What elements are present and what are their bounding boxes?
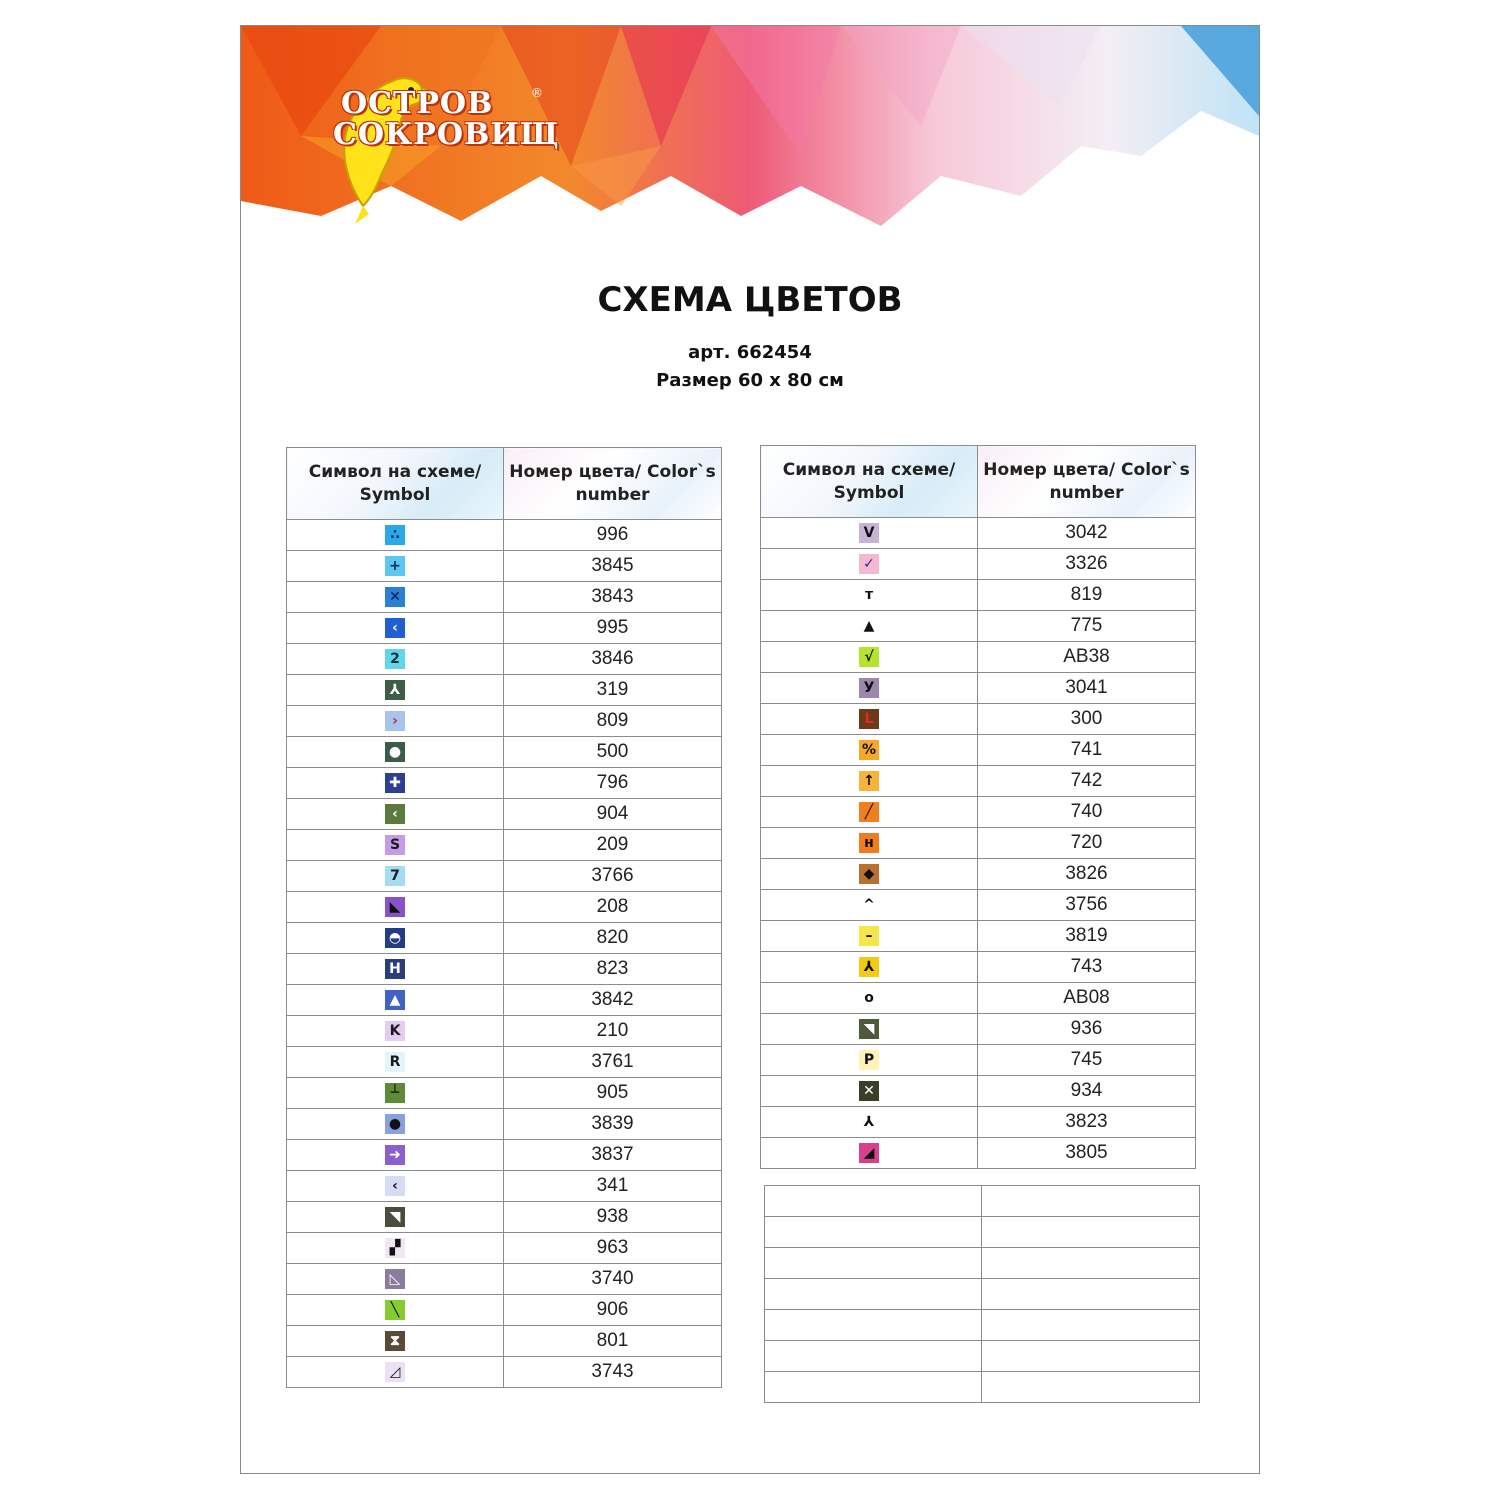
color-number: 3326 [978, 549, 1196, 580]
symbol-swatch: ➜ [385, 1145, 405, 1165]
symbol-swatch: ‹ [385, 618, 405, 638]
color-table-left [286, 447, 722, 1388]
symbol-cell [761, 921, 978, 952]
color-number: 823 [504, 954, 722, 985]
empty-cell [765, 1217, 982, 1248]
color-number: 720 [978, 828, 1196, 859]
color-number: 938 [504, 1202, 722, 1233]
color-number: 500 [504, 737, 722, 768]
table-row [761, 1045, 1196, 1076]
symbol-swatch: ◿ [385, 1362, 405, 1382]
color-number: 209 [504, 830, 722, 861]
symbol-swatch: У [859, 678, 879, 698]
symbol-swatch: ╲ [385, 1300, 405, 1320]
symbol-cell [287, 675, 504, 706]
color-number: 3761 [504, 1047, 722, 1078]
symbol-cell [287, 985, 504, 1016]
symbol-swatch: % [859, 740, 879, 760]
color-number: 3766 [504, 861, 722, 892]
brand-line-2: СОКРОВИЩ [333, 117, 560, 152]
symbol-cell [761, 704, 978, 735]
symbol-cell [287, 706, 504, 737]
table-row [287, 768, 722, 799]
symbol-cell [287, 1047, 504, 1078]
table-row [287, 923, 722, 954]
symbol-swatch: ◥ [385, 1207, 405, 1227]
color-number: 300 [978, 704, 1196, 735]
symbol-swatch: ◣ [385, 897, 405, 917]
color-number: 3743 [504, 1357, 722, 1388]
header-color-number: Номер цвета/ Color`s number [504, 448, 722, 520]
header-symbol: Символ на схеме/ Symbol [287, 448, 504, 520]
color-number: 796 [504, 768, 722, 799]
table-row [761, 797, 1196, 828]
table-row [287, 892, 722, 923]
table-row [761, 921, 1196, 952]
symbol-swatch: ✕ [859, 1081, 879, 1101]
symbol-cell [287, 954, 504, 985]
color-number: 934 [978, 1076, 1196, 1107]
symbol-cell [287, 799, 504, 830]
symbol-cell [287, 1326, 504, 1357]
symbol-cell [761, 1014, 978, 1045]
empty-cell [982, 1217, 1200, 1248]
color-number: 904 [504, 799, 722, 830]
symbol-swatch: ◓ [385, 928, 405, 948]
canvas-size: Размер 60 х 80 см [656, 370, 844, 391]
color-number: 809 [504, 706, 722, 737]
color-number: 208 [504, 892, 722, 923]
color-number: 819 [978, 580, 1196, 611]
symbol-cell [287, 644, 504, 675]
empty-cell [765, 1372, 982, 1403]
color-number: 963 [504, 1233, 722, 1264]
color-number: 3823 [978, 1107, 1196, 1138]
table-row [761, 518, 1196, 549]
symbol-cell [761, 828, 978, 859]
symbol-swatch: ^ [863, 896, 875, 913]
symbol-swatch: ⅄ [385, 680, 405, 700]
empty-table-row [765, 1186, 1200, 1217]
symbol-cell [761, 797, 978, 828]
symbol-swatch: ● [385, 1114, 405, 1134]
color-number: 3846 [504, 644, 722, 675]
table-row [287, 1326, 722, 1357]
table-row [761, 735, 1196, 766]
symbol-swatch: S [385, 835, 405, 855]
symbol-swatch: 7 [385, 866, 405, 886]
color-number: 3042 [978, 518, 1196, 549]
table-row [287, 1047, 722, 1078]
table-row [761, 611, 1196, 642]
symbol-swatch: ◥ [859, 1019, 879, 1039]
symbol-cell [287, 551, 504, 582]
symbol-swatch: R [385, 1052, 405, 1072]
color-number: 775 [978, 611, 1196, 642]
empty-cell [765, 1341, 982, 1372]
header-color-number: Номер цвета/ Color`s number [978, 446, 1196, 518]
table-row [287, 830, 722, 861]
table-row [761, 859, 1196, 890]
symbol-swatch: ▞ [385, 1238, 405, 1258]
color-number: 319 [504, 675, 722, 706]
table-row [761, 952, 1196, 983]
table-row [287, 799, 722, 830]
table-row [287, 737, 722, 768]
page-title: СХЕМА ЦВЕТОВ [597, 280, 903, 320]
symbol-swatch: ⅄ [859, 957, 879, 977]
symbol-swatch: ‹ [385, 804, 405, 824]
table-row [287, 675, 722, 706]
symbol-swatch: H [385, 959, 405, 979]
color-number: 3805 [978, 1138, 1196, 1169]
symbol-cell [761, 859, 978, 890]
symbol-cell [287, 737, 504, 768]
empty-cell [982, 1186, 1200, 1217]
color-number: 936 [978, 1014, 1196, 1045]
symbol-swatch: ▲ [863, 617, 875, 634]
color-number: 3837 [504, 1140, 722, 1171]
brand-line-1: ОСТРОВ [341, 86, 494, 121]
color-number: 905 [504, 1078, 722, 1109]
color-number: 742 [978, 766, 1196, 797]
symbol-cell [761, 735, 978, 766]
color-number: 741 [978, 735, 1196, 766]
symbol-swatch: ✚ [385, 773, 405, 793]
color-number: 341 [504, 1171, 722, 1202]
table-row [761, 828, 1196, 859]
symbol-cell [761, 1107, 978, 1138]
symbol-cell [761, 1076, 978, 1107]
symbol-cell [761, 952, 978, 983]
symbol-cell [287, 1171, 504, 1202]
symbol-swatch: – [859, 926, 879, 946]
color-table-right [760, 445, 1196, 1169]
empty-cell [765, 1279, 982, 1310]
table-row [287, 1016, 722, 1047]
table-row [287, 613, 722, 644]
table-row [287, 1357, 722, 1388]
symbol-cell [761, 673, 978, 704]
symbol-cell [287, 892, 504, 923]
symbol-swatch: ✓ [859, 554, 879, 574]
symbol-swatch: ⅄ [863, 1113, 875, 1130]
table-row [287, 861, 722, 892]
symbol-swatch: ◆ [859, 864, 879, 884]
symbol-cell [761, 1045, 978, 1076]
table-row [287, 954, 722, 985]
symbol-cell [287, 1078, 504, 1109]
color-number: 743 [978, 952, 1196, 983]
symbol-swatch: o [864, 989, 874, 1006]
symbol-cell [761, 983, 978, 1014]
table-row [287, 1295, 722, 1326]
table-row [761, 766, 1196, 797]
table-row [761, 1138, 1196, 1169]
symbol-swatch: ↑ [859, 771, 879, 791]
color-number: 3842 [504, 985, 722, 1016]
symbol-swatch: P [859, 1050, 879, 1070]
symbol-swatch: ∴ [385, 525, 405, 545]
empty-table-row [765, 1310, 1200, 1341]
symbol-cell [761, 642, 978, 673]
symbol-cell [287, 1233, 504, 1264]
symbol-cell [761, 549, 978, 580]
symbol-cell [287, 861, 504, 892]
empty-cell [765, 1186, 982, 1217]
color-table-right-empty [764, 1185, 1200, 1403]
color-number: 820 [504, 923, 722, 954]
empty-cell [982, 1372, 1200, 1403]
empty-cell [765, 1248, 982, 1279]
symbol-cell [287, 768, 504, 799]
symbol-swatch: ✕ [385, 587, 405, 607]
symbol-swatch: ‹ [385, 1176, 405, 1196]
table-row [761, 890, 1196, 921]
color-number: 3819 [978, 921, 1196, 952]
symbol-cell [287, 1109, 504, 1140]
symbol-swatch: ◺ [385, 1269, 405, 1289]
symbol-swatch: ╱ [859, 802, 879, 822]
empty-table-row [765, 1372, 1200, 1403]
article-number: арт. 662454 [688, 342, 812, 363]
symbol-swatch: ┴ [385, 1083, 405, 1103]
symbol-swatch: V [859, 523, 879, 543]
symbol-cell [287, 520, 504, 551]
table-row [287, 1171, 722, 1202]
table-row [287, 1202, 722, 1233]
table-row [761, 549, 1196, 580]
symbol-cell [287, 923, 504, 954]
color-number: 3839 [504, 1109, 722, 1140]
symbol-cell [761, 766, 978, 797]
symbol-cell [761, 1138, 978, 1169]
empty-table-row [765, 1217, 1200, 1248]
table-row [761, 642, 1196, 673]
symbol-swatch: L [859, 709, 879, 729]
color-number: 3826 [978, 859, 1196, 890]
symbol-cell [761, 611, 978, 642]
symbol-swatch: ⧗ [385, 1331, 405, 1351]
empty-table-row [765, 1248, 1200, 1279]
color-number: 996 [504, 520, 722, 551]
table-row [761, 704, 1196, 735]
table-row [761, 1014, 1196, 1045]
symbol-swatch: т [864, 586, 874, 603]
empty-cell [982, 1310, 1200, 1341]
table-row [287, 551, 722, 582]
symbol-cell [287, 1357, 504, 1388]
table-row [287, 1109, 722, 1140]
color-number: 745 [978, 1045, 1196, 1076]
header-symbol: Символ на схеме/ Symbol [761, 446, 978, 518]
empty-table-row [765, 1279, 1200, 1310]
symbol-swatch: √ [859, 647, 879, 667]
symbol-swatch: н [859, 833, 879, 853]
empty-cell [765, 1310, 982, 1341]
table-row [287, 520, 722, 551]
symbol-swatch: ◢ [859, 1143, 879, 1163]
table-row [287, 1078, 722, 1109]
symbol-cell [287, 1140, 504, 1171]
symbol-cell [761, 890, 978, 921]
color-number: 3845 [504, 551, 722, 582]
table-row [287, 1233, 722, 1264]
symbol-swatch: ▲ [385, 990, 405, 1010]
color-number: 3756 [978, 890, 1196, 921]
table-row [287, 985, 722, 1016]
symbol-swatch: › [385, 711, 405, 731]
symbol-cell [287, 1202, 504, 1233]
symbol-swatch: K [385, 1021, 405, 1041]
table-row [761, 673, 1196, 704]
symbol-swatch: + [385, 556, 405, 576]
symbol-swatch: 2 [385, 649, 405, 669]
symbol-cell [761, 518, 978, 549]
empty-cell [982, 1341, 1200, 1372]
table-row [287, 1140, 722, 1171]
table-row [761, 983, 1196, 1014]
color-number: 3740 [504, 1264, 722, 1295]
color-number: AB38 [978, 642, 1196, 673]
color-number: 3843 [504, 582, 722, 613]
table-row [287, 644, 722, 675]
symbol-swatch: ● [385, 742, 405, 762]
empty-table-row [765, 1341, 1200, 1372]
color-number: AB08 [978, 983, 1196, 1014]
table-row [761, 580, 1196, 611]
color-number: 995 [504, 613, 722, 644]
table-row [761, 1076, 1196, 1107]
symbol-cell [287, 582, 504, 613]
empty-cell [982, 1248, 1200, 1279]
symbol-cell [287, 613, 504, 644]
empty-cell [982, 1279, 1200, 1310]
color-number: 801 [504, 1326, 722, 1357]
table-row [287, 582, 722, 613]
color-number: 210 [504, 1016, 722, 1047]
symbol-cell [287, 1016, 504, 1047]
table-row [761, 1107, 1196, 1138]
symbol-cell [761, 580, 978, 611]
table-row [287, 706, 722, 737]
brand-wordmark [333, 86, 559, 152]
table-row [287, 1264, 722, 1295]
color-number: 906 [504, 1295, 722, 1326]
symbol-cell [287, 830, 504, 861]
registered-mark: ® [531, 86, 543, 100]
symbol-cell [287, 1264, 504, 1295]
color-number: 740 [978, 797, 1196, 828]
color-number: 3041 [978, 673, 1196, 704]
symbol-cell [287, 1295, 504, 1326]
